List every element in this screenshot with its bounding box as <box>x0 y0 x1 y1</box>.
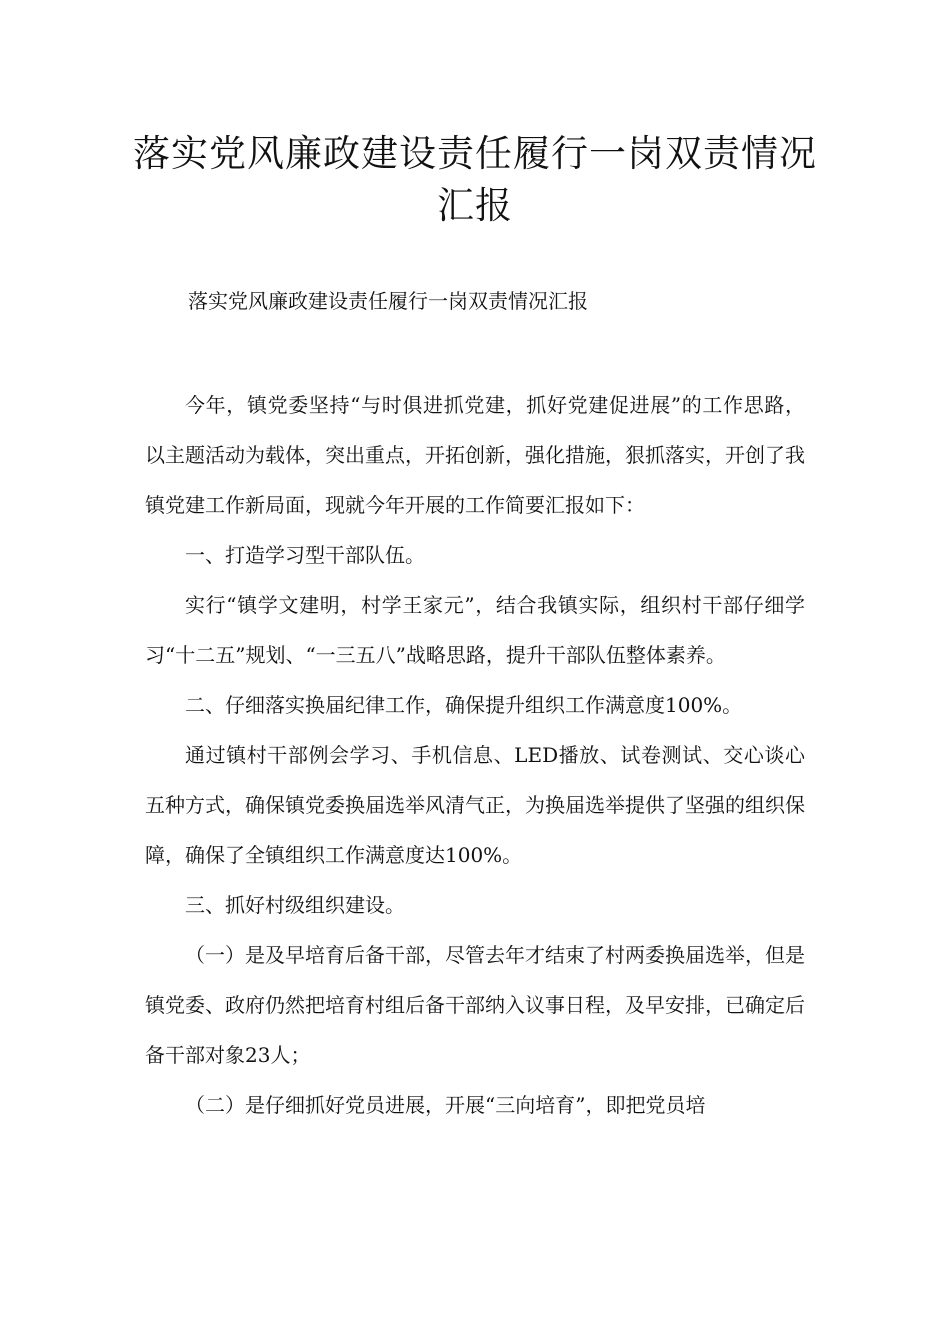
document-subtitle: 落实党风廉政建设责任履行一岗双责情况汇报 <box>188 289 588 313</box>
section-3-item-1: （一）是及早培育后备干部，尽管去年才结束了村两委换届选举，但是镇党委、政府仍然把培育村组后备干部纳入议事日程，及早安排，已确定后备干部对象23人； <box>145 943 805 1067</box>
intro-paragraph: 今年，镇党委坚持“与时俱进抓党建，抓好党建促进展”的工作思路，以主题活动为载体，突出重点，开拓创新，强化措施，狠抓落实，开创了我镇党建工作新局面，现就今年开展的工作简要汇报如下： <box>145 393 805 517</box>
section-heading-2: 二、仔细落实换届纪律工作，确保提升组织工作满意度100%。 <box>185 693 743 717</box>
section-1-paragraph: 实行“镇学文建明，村学王家元”，结合我镇实际，组织村干部仔细学习“十二五”规划、“一三五八”战略思路，提升干部队伍整体素养。 <box>145 593 805 667</box>
document-body <box>145 380 805 1130</box>
document-title: 落实党风廉政建设责任履行一岗双责情况汇报 <box>133 132 817 227</box>
section-2-paragraph: 通过镇村干部例会学习、手机信息、LED播放、试卷测试、交心谈心五种方式，确保镇党委换届选举风清气正，为换届选举提供了坚强的组织保障，确保了全镇组织工作满意度达100%。 <box>145 743 805 867</box>
section-heading-1: 一、打造学习型干部队伍。 <box>185 543 425 567</box>
section-heading-3: 三、抓好村级组织建设。 <box>185 893 405 917</box>
section-3-item-2: （二）是仔细抓好党员进展，开展“三向培育”，即把党员培 <box>185 1093 706 1117</box>
